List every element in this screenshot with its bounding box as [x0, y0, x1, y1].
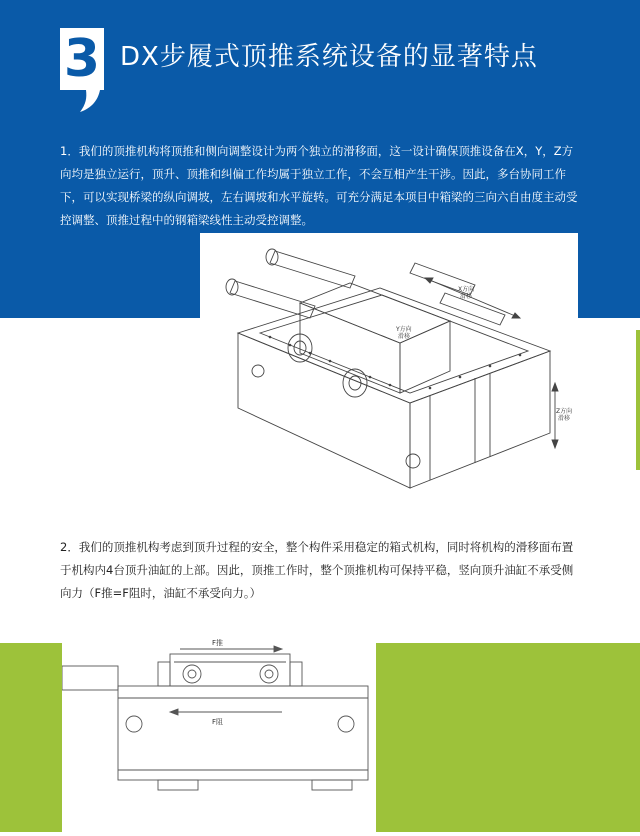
label-x-slide: 滑移 — [460, 293, 473, 300]
pusher-side-drawing — [62, 632, 376, 832]
label-push-force: F推 — [212, 639, 224, 647]
figure-pusher-side-view — [62, 632, 376, 832]
paragraph-1: 1．我们的顶推机构将顶推和侧向调整设计为两个独立的滑移面，这一设计确保顶推设备在X，Y，Z方向均是独立运行，顶升、顶推和纠偏工作均属于独立工作，不会互相产生干涉。因此，多台协同工作下，可以实现桥梁的纵向调坡，左右调坡和水平旋转。可充分满足本项目中箱梁的三向六自由度主动受控调整、顶推过程中的钢箱梁线性主动受控调整。 — [60, 144, 578, 227]
green-block-right — [376, 643, 640, 832]
label-y-direction: Y方向 — [396, 326, 412, 333]
paragraph-2: 2．我们的顶推机构考虑到顶升过程的安全，整个构件采用稳定的箱式机构，同时将机构的滑移面布置于机构内4台顶升油缸的上部。因此，顶推工作时，整个顶推机构可保持平稳，竖向顶升油缸不承受侧向力（F推=F阻时，油缸不承受向力。） — [60, 540, 574, 600]
label-resist-force: F阻 — [212, 718, 224, 726]
badge-tail-icon — [60, 28, 104, 112]
figure-pusher-isometric — [200, 233, 578, 517]
label-z-slide: 滑移 — [558, 415, 571, 422]
section-number-badge — [60, 28, 104, 112]
section-number: 3 — [60, 28, 104, 90]
label-x-direction: X方向 — [458, 286, 475, 293]
pusher-isometric-drawing — [200, 233, 578, 517]
header-band-extension — [578, 0, 640, 318]
green-edge-accent — [636, 330, 640, 470]
section-title: DX步履式顶推系统设备的显著特点 — [120, 42, 538, 72]
green-block-left — [0, 643, 62, 832]
label-z-direction: Z方向 — [556, 408, 573, 415]
label-y-slide: 滑移 — [398, 333, 411, 340]
